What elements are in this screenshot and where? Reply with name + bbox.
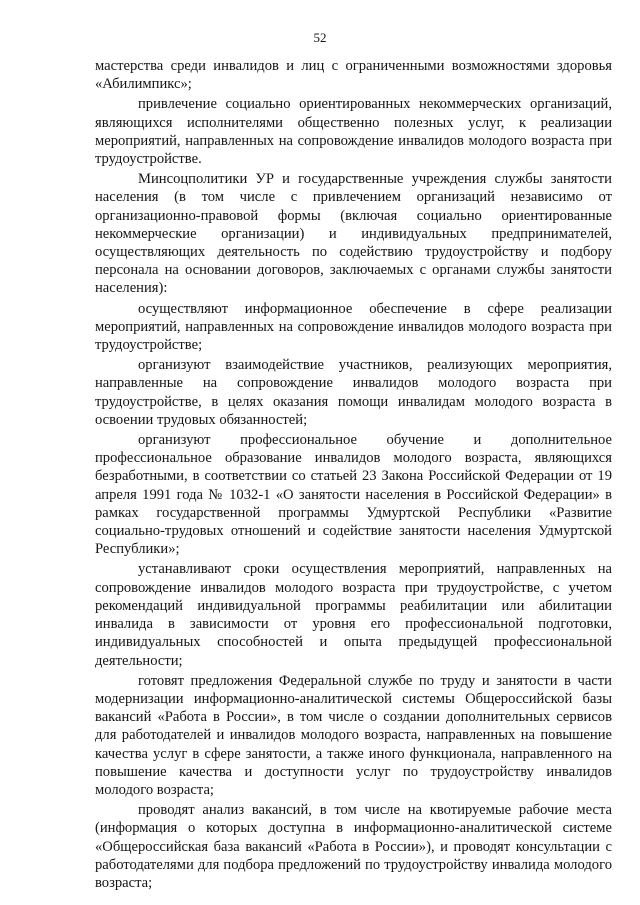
paragraph-deadlines: устанавливают сроки осуществления мероприятий, направленных на сопровождение инвалидов молодого возраста при трудоустройстве, с учетом рекомендаций индивидуальной программы реабилитации или абилитации инвалида в зависимости от уровня его профессиональной подготовки, индивидуальных способностей и опыта предыдущей профессиональной деятельности; — [95, 561, 612, 669]
paragraph-information-support: осуществляют информационное обеспечение в сфере реализации мероприятий, направленных на сопровождение инвалидов молодого возраста при трудоустройстве; — [95, 300, 612, 354]
paragraph-minsocpolitics-intro: Минсоцполитики УР и государственные учреждения службы занятости населения (в том числе с привлечением организаций независимо от организационно-правовой формы (включая социально ориентированные некоммерческие организации) и индивидуальных предпринимателей, осуществляющих деятельность по содействию трудоустройству и подбору персонала на основании договоров, заключаемых с органами службы занятости населения): — [95, 171, 612, 297]
paragraph-professional-training: организуют профессиональное обучение и дополнительное профессиональное образование инвалидов молодого возраста, являющихся безработными, в соответствии со статьей 23 Закона Российской Федерации от 19 апреля 1991 года № 1032-1 «О занятости населения в Российской Федерации» в рамках государственной программы Удмуртской Республики «Развитие социально-трудовых отношений и содействие занятости населения Удмуртской Республики»; — [95, 432, 612, 558]
page-body — [95, 57, 612, 894]
paragraph-participant-interaction: организуют взаимодействие участников, реализующих мероприятия, направленные на сопровождение инвалидов молодого возраста при трудоустройстве, в целях оказания помощи инвалидам молодого возраста в освоении трудовых обязанностей; — [95, 357, 612, 428]
paragraph-vacancy-analysis: проводят анализ вакансий, в том числе на квотируемые рабочие места (информация о которых доступна в информационно-аналитической системе «Общероссийская база вакансий «Работа в России»), и проводят консультации с работодателями для подбора предложений по трудоустройству инвалида молодого возраста; — [95, 802, 612, 891]
paragraph-abilympics-continuation: мастерства среди инвалидов и лиц с ограниченными возможностями здоровья «Абилимпикс»; — [95, 58, 612, 93]
paragraph-proposals-database: готовят предложения Федеральной службе по труду и занятости в части модернизации информационно-аналитической системы Общероссийской базы вакансий «Работа в России», в том числе о создании дополнительных сервисов для работодателей и инвалидов молодого возраста, направленных на повышение качества услуг в сфере занятости, а также иного функционала, направленного на повышение качества и доступности услуг по трудоустройству инвалидов молодого возраста; — [95, 672, 612, 798]
page-number: 52 — [313, 30, 327, 45]
paragraph-nko-involvement: привлечение социально ориентированных некоммерческих организаций, являющихся исполнителями общественно полезных услуг, к реализации мероприятий, направленных на сопровождение инвалидов молодого возраста при трудоустройстве. — [95, 96, 612, 168]
